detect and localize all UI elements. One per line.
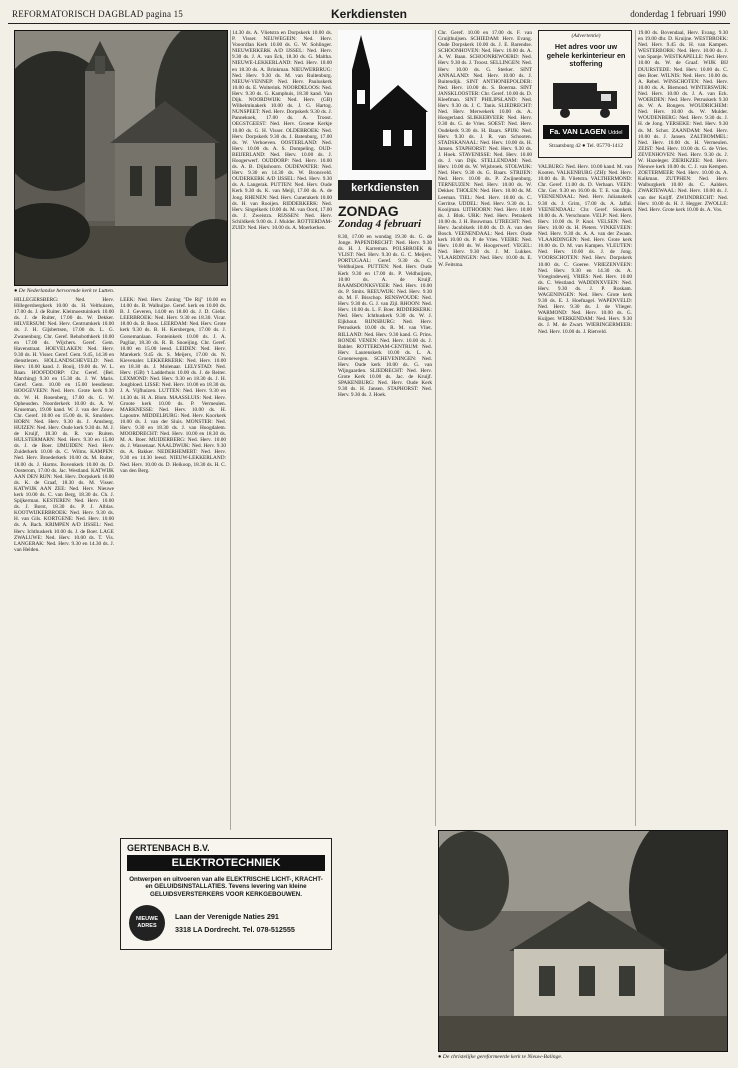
church-photo-lutten-illustration (15, 31, 228, 286)
paper-name: REFORMATORISCH DAGBLAD pagina 15 (12, 9, 183, 19)
truck-icon (551, 77, 621, 121)
section-title: Kerkdiensten (330, 7, 408, 21)
ad-gertenbach (120, 838, 332, 950)
issue-date: donderdag 1 februari 1990 (630, 9, 726, 19)
column-3 (232, 30, 332, 830)
column-6-text: VALBURG: Ned. Herv. 10.00 kand. M. van Kooten. VALKENBURG (ZH): Ned. Herv. 10.00 ds. B. Vlietstra. VALTHERMOND: Chr. Geref. 11.00 ds. D. Verbaan. VEEN: Chr. Ger. 9.30 en 16.00 ds. T. E. van Dijk. VEENENDAAL: Ned. Herv. Julianakerk 9.30 ds. J. Grim, 17.00 ds. A. Jaffal. VEENENDAAL: Chr. Geref. Sionkerk 10.00 ds. A. Verschuure. VELP: Ned. Herv. Herv. 10.00 ds. P. Knol. VELSEN: Ned. Herv. 10.00 ds. H. Pieters. VINKEVEEN: Ned. Herv. 9.30 ds. A. A. van der Zwaan. VLAARDINGEN: Ned. Herv. Grote kerk 10.00 ds. D. M. van Kampen. VLEUTEN: Ned. Herv. 10.00 ds. J. de Jong. VOORSCHOTEN: Ned. Herv. Dorpskerk 10.00 ds. C. Goeree. VRIEZENVEEN: Ned. Herv. 9.30 en 14.30 ds. A. Vroegindeweij. VRIES: Ned. Herv. 10.00 ds. C. Westland. WADDINXVEEN: Ned. Herv. 9.30 ds. J. P. Roskam. WAGENINGEN: Ned. Herv. Grote kerk 9.30 ds. E. J. Hoefnagel. WAPENVELD: Ned. Herv. 9.30 ds. J. de Vlieger. WARMOND: Ned. Herv. 10.00 ds. G. Kuijper. WERKENDAM: Ned. Herv. 9.30 ds. J. M. de Zwart. WIERINGERMEER: Ned. Herv. 10.00 ds. J. Rietveld. (538, 164, 632, 335)
sunday-heading: ZONDAG (338, 203, 399, 219)
church-banner-icon (338, 30, 432, 180)
ad-van-lagen (538, 30, 632, 158)
ad-van-lagen-label: (Advertentie) (571, 33, 601, 39)
ad-gertenbach-city-phone: 3318 LA Dordrecht. Tel. 078-512555 (175, 925, 295, 934)
ad-van-lagen-headline: Het adres voor uw gehele kerkinterieur en stoffering (546, 42, 626, 68)
column-2 (120, 297, 226, 832)
photo-caption-nieuw-balinge: ● De christelijke gereformeerde kerk te Nieuw-Balinge. (438, 1054, 563, 1060)
column-7 (638, 30, 728, 824)
church-photo-nieuw-balinge (438, 830, 728, 1052)
column-5-text: Chr. Geref. 10.00 en 17.00 ds. F. van Gruijthuijsen. SCHIEDAM: Herv. Evang. Oude Dorpskerk 10.00 ds. J. E. Barendse. SCHOONHOVEN: Ned. Herv. 10.00 ds. A. A. W. Baan. SCHOONREWOERD: Ned. Herv. 9.30 ds. J. Troost. SELLINGEN: Ned. Herv. 10.00 ds. G. Sterker. SINT ANNALAND: Ned. Herv. 10.00 ds. J. Buitendijk. SINT ANTHONIEPOLDER: Ned. Herv. 10.00 ds. S. Boerma. SINT JANSKLOOSTER: Chr. Geref. 10.00 ds. D. Kleefman. SINT PHILIPSLAND: Ned. Herv. 9.30 ds. J. C. Tanis. SLIEDRECHT: Ned. Herv. Merwekerk 10.00 ds. A. Hoogerland. SLIKKERVEER: Ned. Herv. 9.30 ds. G. de Vries. SOEST: Ned. Herv. Oudekerk 9.30 ds. H. Baars. SPIJK: Ned. Herv. 9.30 ds. J. R. van Schooten. STADSKANAAL: Ned. Herv. 10.00 ds. H. Jansen. STAPHORST: Ned. Herv. 9.30 ds. J. Hoek. STAVENISSE: Ned. Herv. 10.00 ds. J. van Dijk. STELLENDAM: Ned. Herv. 10.00 ds. W. Wijsbroek. STOLWIJK: Ned. Herv. 9.30 ds. G. Baars. STRIJEN: Ned. Herv. 10.00 ds. P. Zwijnenburg. TERNEUZEN: Ned. Herv. 10.00 ds. W. Dekker. THOLEN: Ned. Herv. 10.00 ds. M. Leeman. TIEL: Ned. Herv. 10.00 ds. C. Gerritse. UDDEL: Ned. Herv. 9.30 ds. L. Kooijman. UITHOORN: Ned. Herv. 10.00 ds. J. Blok. URK: Ned. Herv. Petrakerk 10.00 ds. J. H. Bouwman. UTRECHT: Ned. Herv. Jacobikerk 10.00 ds. D. A. van den Bosch. VEENENDAAL: Ned. Herv. Oude kerk 10.00 ds. P. de Vries. VEERE: Ned. Herv. 10.00 ds. W. Hoogerwerf. VEGEL: Ned. Herv. 9.30 ds. J. M. Lukkes. VLAARDINGEN: Ned. Herv. 10.00 ds. E. W. Feitsma. (438, 30, 532, 268)
column-7-text: 19.00 ds. Bovendaal, Herv. Evang. 9.30 en 19.00 dhr. D. Kruijne. WESTBROEK: Ned. Herv. 9.45 ds. H. van Kampen. WESTERBORK: Ned. Herv. 10.00 ds. J. van Spanje. WESTKAPELLE: Ned. Herv. 10.00 ds. W. de Graaf. WIJK BIJ DUURSTEDE: Ned. Herv. 10.00 ds. C. den Boer. WILNIS: Ned. Herv. 10.00 ds. A. Rebel. WINSCHOTEN: Ned. Herv. 10.00 ds. A. Biemond. WINTERSWIJK: Ned. Herv. 10.00 ds. J. A. van Eck. WOERDEN: Ned. Herv. Petruskerk 9.30 ds. W. A. Bongers. WOUDRICHEM: Ned. Herv. 10.00 ds. W. Mulder. WOUDENBERG: Ned. Herv. 9.30 ds. J. H. de Jong. YERSEKE: Ned. Herv. 9.30 ds. M. Schot. ZAANDAM: Ned. Herv. 10.00 ds. J. Jansen. ZALTBOMMEL: Ned. Herv. 10.00 ds. H. Vermeulen. ZEIST: Ned. Herv. 10.00 ds. G. de Vries. ZEVENHOVEN: Ned. Herv. 9.30 ds. J. W. Hazeleger. ZIERIKZEE: Ned. Herv. Nieuwe kerk 10.00 ds. C. J. van Kempen. ZOETERMEER: Ned. Herv. 10.00 ds. A. Kalkman. ZUTPHEN: Ned. Herv. Walburgkerk 10.00 ds. C. Aalders. ZWARTEWAAL: Ned. Herv. 10.00 ds. J. van der Knijff. ZWIJNDRECHT: Ned. Herv. 10.00 ds. H. J. Hegger. ZWOLLE: Ned. Herv. Grote kerk 10.00 ds. A. Vos. (638, 30, 728, 213)
ad-van-lagen-place: Uddel (608, 130, 623, 136)
column-5 (438, 30, 532, 824)
ad-van-lagen-company: Fa. VAN LAGEN (549, 127, 607, 136)
sunday-date: Zondag 4 februari (338, 218, 422, 230)
column-divider (230, 30, 231, 830)
kerkdiensten-banner (338, 30, 432, 200)
column-4 (338, 234, 432, 824)
church-photo-nieuw-balinge-illustration (439, 831, 728, 1052)
column-1 (14, 297, 114, 1057)
ad-gertenbach-badge (129, 905, 165, 941)
church-photo-lutten (14, 30, 228, 286)
column-6 (538, 164, 632, 824)
column-3-text: 14.30 ds. A. Vlietstra en Dorpskerk 10.00 ds. P. Visser. NEUWEGEIN: Ned. Herv. Vooordlan Kerk 10.00 ds. G. W. Sohlinger. NIEUWERKERK A/D IJSSEL: Ned. Herv. 9.30 ds. J. A. van Eck, 18.30 ds. G. Maltha. NIEUWE-LEKKERLAND: Ned. Herv. 10.00 en 18.30 ds. A. Brinkman. NIEUWERBRUG: Ned. Herv. 9.30 ds. M. van Ruitenburg. NIEUW-VENNEP: Ned. Herv. Pauluskerk 10.00 ds. E. Wolterink. NOORDELOOS: Ned. Herv. 9.30 ds. G. Kamphuis, 18.30 kand. Van Dijk. NOORDWIJK: Ned. Herv. (GB) Wilhelminakerk 10.00 ds. J. G. Hartog. NUNSPEET: Ned. Herv. Dorpskerk 9.30 ds. J. Pannekoek, 17.00 ds. A. Troost. OEGSTGEEST: Ned. Herv. Groene Kerkje 10.00 ds. G. H. Visser. OLDEBROEK: Ned. Herv. Dorpskerk 9.30 ds. J. Batenburg, 17.00 ds. W. Verhoeven. OOSTERLAND: Ned. Herv. 10.00 ds. A. S. Dompeling. OUD-BEIJERLAND: Ned. Herv. 10.00 ds. J. Hoogerwerf. OUDDORP: Ned. Herv. 10.00 ds. A. B. Dijkshoorn. OUDEWATER: Ned. Herv. 9.30 en 14.30 ds. W. Bronsveld. OUDERKERK A/D IJSSEL: Ned. Herv. 9.30 ds. A. Langerak. PUTTEN: Ned. Herv. Oude Kerk 9.30 ds. K. van Meijl, 17.00 ds. A. de Jong. RHENEN: Ned. Herv. Cunerakerk 10.00 ds. H. van Rooijen. RIDDERKERK: Ned. Herv. Singelkerk 10.00 ds. M. van Oord, 17.00 ds. J. Zweistra. RIJSSEN: Ned. Herv. Schildkerk 9.00 ds. J. Mulder. ROTTERDAM-ZUID: Ned. Herv. 10.00 ds. A. Moerkerken. (232, 30, 332, 231)
newspaper-page (8, 6, 730, 1062)
banner-title: kerkdiensten (351, 182, 419, 194)
ad-gertenbach-badge-text: NIEUWE ADRES (136, 916, 158, 929)
ad-gertenbach-slogan: Ontwerpen en uitvoeren van alle ELEKTRISCHE LICHT-, KRACHT- en GELUIDSINSTALLATIES. Tevens levering van kleine GELUIDSVERSTERKERS VOOR KERKGEBOUWEN. (129, 876, 323, 898)
column-1-text: HILLEGERSBERG: Ned. Herv. Hillegersbergkerk 10.00 ds. H. Velthuizen, 17.00 ds. J. de Ruiter. Kleimoestuinkerk 10.00 ds. J. de Ruiter, 17.00 ds. W. Dekker. HILVERSUM: Ned. Herv. Centrumkerk 10.00 ds. J. H. Gijsbertsen, 17.00 ds. L. G. Zwanenburg. Chr. Geref. Rehobothkerk 10.00 en 17.00 ds. Wijchers. Geref. Gem. Havenstraat. HOEVELAKEN: Ned. Herv. 9.30 ds. H. Visser. Geref. Gem. 9.45, 14.30 en dienstlezen. HOLLANDSCHEVELD: Ned. Herv. 10.00 kand. J. Booij, 19.00 ds. W. L. Baan. HOOFDDORP: Chr. Geref. (Bel. Marching) 9.30 en 15.30 ds. J. W. Maris. Geref. Gem. 10.00 en 15.00 leesdienst. HOOGEVEEN: Ned. Herv. Grote kerk 9.30 ds. W. H. Rosenberg, 17.00 ds. G. W. Opheusden. Noorderkerk 10.00 ds. A. W. Kruseman, 19.00 kand. W. J. van der Zouw. Chr. Geref. 10.00 en 15.00 ds. K. Smolders. HORN: Ned. Herv. 9.30 ds. J. Amsberg. HUIZEN: Ned. Herv. Oude kerk 9.30 ds. M. J. de Kruijf, 18.30 ds. R. van Ruiten. HULSTERMARN: Ned. Herv. 9.30 en 15.00 ds. J. de Boer. IJMUIDEN: Ned. Herv. Zuiderkerk 10.00 ds. C. Wilms. KAMPEN: Ned. Herv. Broederkerk 10.00 ds. M. Ruiter, 18.00 ds. J. Harms. Bovenkerk 10.00 ds. D. Oosterom, 17.00 ds. Jac. Westland. KATWIJK AAN DEN RIJN: Ned. Herv. Dorpskerk 10.00 ds. K. de Graaf, 18.30 ds. M. Visser. KATWIJK AAN ZEE: Ned. Herv. Nieuwe kerk 10.00 ds. C. van Berg, 18.30 ds. Ch. J. Spijkerman. KESTEREN: Ned. Herv. 10.00 ds. J. Borst, 18.30 ds. P. J. Alblas. KOOTWIJKERBROEK: Ned. Herv. 9.30 ds. H. van Gils. KORTGENE: Ned. Herv. 10.00 ds. A. Bach. KRIMPEN A/D IJSSEL: Ned. Herv. Ichthuskerk 10.00 ds. J. de Boer. LAGE ZWALUWE: Ned. Herv. 10.00 ds. T. Vis. LANGERAK: Ned. Herv. 9.30 en 14.30 ds. J. van Helden. (14, 297, 114, 553)
column-2-text: LEEK: Ned. Herv. Zoning "De Rij" 10.00 en 14.00 ds. B. Walhuijze. Geref. kerk en 10.00 ds. B. J. Geveren, 14.00 en 18.00 ds. J. D. Gielis. LEERBROEK: Ned. Herv. 9.30 en 18.30. Vicar. 18.00 ds. B. Roos. LEERDAM: Ned. Herv. Grote kerk 9.30 ds. B. H. Kersbergen, 17.00 ds. J. Gorsemanlaan. Fonteinkerk 10.00 ds. J. A. Pagliar, 18.30 ds. R. B. Snoeijing. Chr. Geref. 10.00 en 15.00 leesd. LEIDEN: Ned. Herv. Marekerk 9.45 ds. S. Meijers, 17.00 ds. N. Kievenaler. LEKKERKERK: Ned. Herv. 10.00 en 18.30 ds. J. Molenaar. LELYSTAD: Ned. Herv. (GB) 't Ladderhuis 10.00 ds. J. de Reiter. LEXMOND: Ned. Herv. 9.30 en 18.30 ds. J. H. Jongbloed. LISSE: Ned. Herv. 10.00 en 18.30 ds. J. A. Vijfhuizen. LUTTEN: Ned. Herv. 9.30 en 14.30 ds. H. A. Blom. MAASSLUIS: Ned. Herv. Groote kerk 10.00 ds. P. Vermeulen. MARKNESSE: Ned. Herv. 10.00 ds. H. Lapoutre. MIDDELBURG: Ned. Herv. Koorkerk 10.00 ds. J. van der Sluis. MONSTER: Ned. Herv. 9.30 en 18.30 ds. J. van Hoogdalem. MOORDRECHT: Ned. Herv. 10.00 en 18.30 ds. M. A. Boer. MUIDERBERG: Ned. Herv. 10.00 ds. J. Wassenaar. NAALDWIJK: Ned. Herv. 9.30 ds. A. Bakker. NEDERHEMERT: Ned. Herv. 9.30 en 14.30 leesd. NIEUW-LEKKERLAND: Ned. Herv. 10.00 ds. D. Heikoop, 18.30 ds. H. C. van den Berg. (120, 297, 226, 474)
page-header (8, 6, 730, 24)
ad-gertenbach-address: Laan der Verenigde Naties 291 (175, 912, 279, 921)
column-4-text: 8.30, 17.00 en wondag 19.30 ds. G. de Jonge. PAPENDRECHT: Ned. Herv. 9.30 ds. H. J. Karreman. POLSBROEK & VLIST: Ned. Herv. 9.30 ds. G. C. Meijers. PORTUGAAL: Geref. 9.30 ds. C. Veldhuijzen. PUTTEN: Ned. Herv. Oude Kerk 9.30 en 17.00 ds. P. Veldhuijzen, 10.00 ds. A. de Kruijf. RAAMSDONKSVEER: Ned. Herv. 10.00 ds. P. Smits. REEUWIJK: Ned. Herv. 9.30 ds. M. F. Bisschop. RENSWOUDE: Ned. Herv. 9.30 ds. G. J. van Zijl. RHOON: Ned. Herv. 10.00 ds. L. F. Boer. RIDDERKERK: Ned. Herv. Ichthuskerk 9.30 ds. W. J. Eijkhout. RIJNSBURG: Ned. Herv. Petruskerk 10.00 ds. R. M. van Vliet. RILLAND: Ned. Herv. 9.30 kand. G. Prins. RONDE VENEN: Ned. Herv. 10.00 ds. J. Bahler. ROTTERDAM-CENTRUM: Ned. Herv. Laurenskerk 10.00 ds. L. A. Groenewegen. SCHEVENINGEN: Ned. Herv. Oude kerk 10.00 ds. G. van Wijngaarden. SLIEDRECHT: Ned. Herv. Grote Kerk 10.00 ds. Jac. de Kruijf. SPAKENBURG: Ned. Herv. Oude Kerk 9.30 ds. H. Jansen. STAPHORST: Ned. Herv. 9.30 ds. J. Hoek. (338, 234, 432, 399)
ad-gertenbach-trade: ELEKTROTECHNIEK (127, 855, 325, 871)
column-divider (635, 30, 636, 826)
column-divider (435, 30, 436, 826)
photo-caption-lutten: ● De Nederlandse hervormde kerk te Lutten. (14, 288, 115, 294)
ad-van-lagen-company-bar (543, 125, 629, 139)
ad-gertenbach-company: GERTENBACH B.V. (127, 843, 210, 853)
ad-van-lagen-address: Straatsburg 42 ● Tel. 05770-1412 (548, 143, 624, 149)
